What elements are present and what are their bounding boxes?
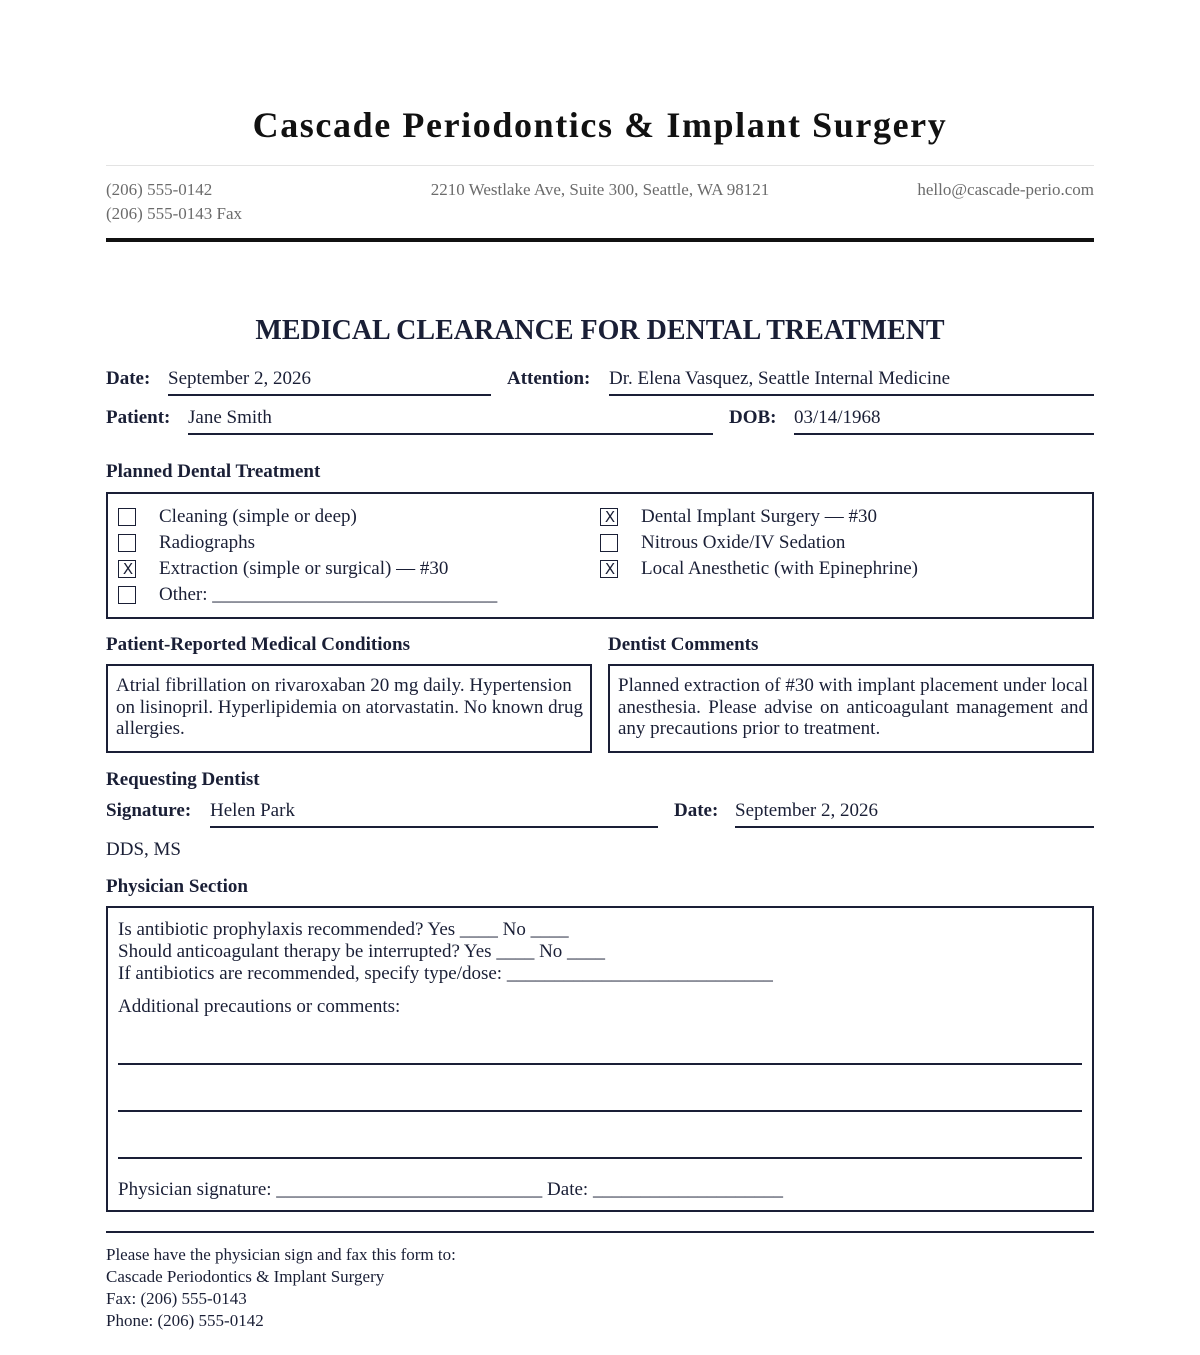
form-title: MEDICAL CLEARANCE FOR DENTAL TREATMENT bbox=[255, 315, 945, 346]
comment-line-1[interactable] bbox=[118, 1063, 1082, 1065]
planned-treatment-heading: Planned Dental Treatment bbox=[106, 461, 321, 482]
footer-fax: Fax: (206) 555-0143 bbox=[106, 1289, 247, 1308]
medical-conditions-heading: Patient-Reported Medical Conditions bbox=[106, 634, 410, 655]
practice-phone: (206) 555-0142 bbox=[106, 180, 213, 199]
attention-label: Attention: bbox=[507, 368, 591, 389]
checkbox-label: Radiographs bbox=[159, 532, 256, 553]
checkbox-label: Dental Implant Surgery — #30 bbox=[641, 506, 878, 527]
practice-name: Cascade Periodontics & Implant Surgery bbox=[252, 105, 948, 145]
footer-divider bbox=[106, 1231, 1094, 1233]
practice-address: 2210 Westlake Ave, Suite 300, Seattle, WA 98121 bbox=[430, 180, 770, 199]
footer-practice-name: Cascade Periodontics & Implant Surgery bbox=[106, 1267, 385, 1286]
attention-value[interactable]: Dr. Elena Vasquez, Seattle Internal Medicine bbox=[609, 368, 950, 389]
signature-underline bbox=[210, 826, 658, 828]
checkbox-mark: X bbox=[122, 560, 134, 578]
dentist-comments-box bbox=[608, 664, 1094, 753]
patient-value[interactable]: Jane Smith bbox=[188, 407, 272, 428]
planned-treatment-box bbox=[106, 492, 1094, 619]
comments-label: Additional precautions or comments: bbox=[118, 996, 401, 1017]
dentist-date-label: Date: bbox=[674, 800, 719, 821]
comment-line-3[interactable] bbox=[118, 1157, 1082, 1159]
date-value[interactable]: September 2, 2026 bbox=[168, 368, 312, 389]
date-attention-row bbox=[106, 366, 1094, 396]
dentist-signature-row bbox=[106, 798, 1094, 828]
dob-label: DOB: bbox=[729, 407, 777, 428]
physician-section-box bbox=[106, 906, 1094, 1212]
question-anticoagulant[interactable]: Should anticoagulant therapy be interrupted? Yes ____ No ____ bbox=[118, 941, 606, 962]
checkbox[interactable] bbox=[600, 508, 618, 526]
comment-line-2[interactable] bbox=[118, 1110, 1082, 1112]
signature-label: Signature: bbox=[106, 800, 192, 821]
dob-value[interactable]: 03/14/1968 bbox=[794, 407, 881, 428]
dentist-date-value[interactable]: September 2, 2026 bbox=[735, 800, 879, 821]
practice-email: hello@cascade-perio.com bbox=[917, 180, 1094, 199]
checkbox[interactable] bbox=[600, 534, 618, 552]
checkbox[interactable] bbox=[118, 560, 136, 578]
dentist-comments-heading: Dentist Comments bbox=[608, 634, 759, 655]
footer bbox=[106, 1244, 456, 1332]
dob-underline bbox=[794, 433, 1094, 435]
dentist-credentials: DDS, MS bbox=[106, 839, 181, 860]
medical-conditions-box bbox=[106, 664, 592, 753]
physician-signature-line[interactable]: Physician signature: ____________________________ Date: ____________________ bbox=[118, 1179, 783, 1200]
checkbox-label: Other: ______________________________ bbox=[159, 584, 498, 605]
checkbox-label: Extraction (simple or surgical) — #30 bbox=[159, 558, 449, 579]
patient-label: Patient: bbox=[106, 407, 171, 428]
checkbox[interactable] bbox=[118, 508, 136, 526]
checkbox-label: Local Anesthetic (with Epinephrine) bbox=[641, 558, 918, 579]
date-label: Date: bbox=[106, 368, 151, 389]
date-underline bbox=[168, 394, 491, 396]
signature-value[interactable]: Helen Park bbox=[210, 800, 295, 821]
checkbox-label: Nitrous Oxide/IV Sedation bbox=[641, 532, 846, 553]
checkbox[interactable] bbox=[118, 586, 136, 604]
attention-underline bbox=[609, 394, 1094, 396]
checkbox-mark: X bbox=[604, 508, 616, 526]
practice-fax: (206) 555-0143 Fax bbox=[106, 204, 242, 223]
footer-phone: Phone: (206) 555-0142 bbox=[106, 1311, 264, 1330]
checkbox[interactable] bbox=[600, 560, 618, 578]
medical-conditions-text[interactable]: Atrial fibrillation on rivaroxaban 20 mg daily. Hypertension on lisinopril. Hyperlipidemia on atorvastatin. No known drug allergies. bbox=[116, 675, 584, 739]
question-antibiotic-dose[interactable]: If antibiotics are recommended, specify type/dose: ____________________________ bbox=[118, 963, 773, 984]
physician-section-heading: Physician Section bbox=[106, 876, 248, 897]
divider bbox=[106, 165, 1094, 166]
checkbox[interactable] bbox=[118, 534, 136, 552]
checkbox-mark: X bbox=[604, 560, 616, 578]
letterhead-divider bbox=[106, 238, 1094, 242]
patient-dob-row bbox=[106, 405, 1094, 435]
question-antibiotic-prophylaxis[interactable]: Is antibiotic prophylaxis recommended? Yes ____ No ____ bbox=[118, 919, 569, 940]
dentist-comments-text[interactable]: Planned extraction of #30 with implant placement under local anesthesia. Please advise on anticoagulant management and any precautions prior to treatment. bbox=[618, 675, 1088, 739]
footer-instruction: Please have the physician sign and fax this form to: bbox=[106, 1245, 456, 1264]
requesting-dentist-heading: Requesting Dentist bbox=[106, 769, 260, 790]
patient-underline bbox=[188, 433, 713, 435]
checkbox-label: Cleaning (simple or deep) bbox=[159, 506, 357, 527]
dentist-date-underline bbox=[735, 826, 1094, 828]
